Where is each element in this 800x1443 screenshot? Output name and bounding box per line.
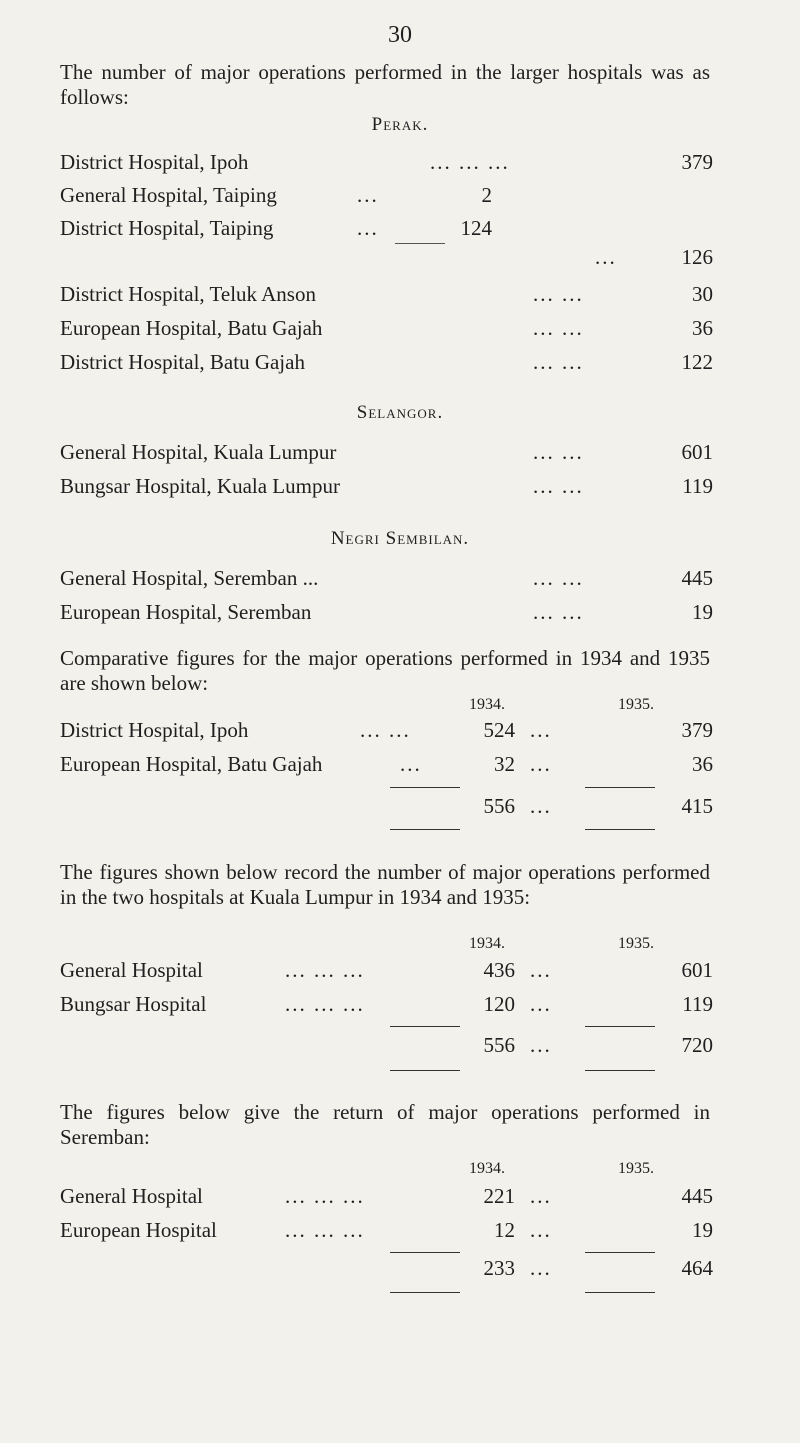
comp2-row-bungsar: Bungsar Hospital ... ... ... 120 ... 119 — [60, 992, 713, 1016]
total-rule-top — [390, 787, 460, 788]
year-1935-label: 1935. — [618, 696, 654, 713]
total-rule-bottom — [390, 1292, 460, 1293]
total-rule-bottom — [390, 829, 460, 830]
perak-heading: Perak. — [371, 114, 429, 135]
comparative-paragraph-2: The figures shown below record the number of major operations performed in the two hospitals at Kuala Lumpur in 1934 and 1935: — [60, 860, 710, 909]
year-1934-label: 1934. — [469, 1160, 505, 1177]
comp3-row-general: General Hospital ... ... ... 221 ... 445 — [60, 1184, 713, 1208]
comp1-row-batu-gajah: European Hospital, Batu Gajah ... 32 ... 36 — [60, 752, 713, 776]
perak-row-batu-gajah-district: District Hospital, Batu Gajah ... ... 122 — [60, 350, 713, 374]
comp1-row-ipoh: District Hospital, Ipoh ... ... 524 ... 379 — [60, 718, 713, 742]
total-rule-top — [585, 1252, 655, 1253]
total-rule-bottom — [585, 1292, 655, 1293]
negri-row-general: General Hospital, Seremban ... ... ... 445 — [60, 566, 713, 590]
total-rule-top — [390, 1252, 460, 1253]
year-1934-label: 1934. — [469, 696, 505, 713]
perak-row-ipoh-district: District Hospital, Ipoh ... ... ... 379 — [60, 150, 713, 174]
comp2-row-general: General Hospital ... ... ... 436 ... 601 — [60, 958, 713, 982]
perak-row-taiping-district: District Hospital, Taiping ... 124 — [60, 216, 492, 240]
selangor-row-general: General Hospital, Kuala Lumpur ... ... 601 — [60, 440, 713, 464]
total-rule-top — [585, 787, 655, 788]
selangor-row-bungsar: Bungsar Hospital, Kuala Lumpur ... ... 119 — [60, 474, 713, 498]
comp3-row-european: European Hospital ... ... ... 12 ... 19 — [60, 1218, 713, 1242]
comparative-paragraph-1: Comparative figures for the major operations performed in 1934 and 1935 are shown below: — [60, 646, 710, 695]
comparative-paragraph-3: The figures below give the return of major operations performed in Seremban: — [60, 1100, 710, 1149]
perak-row-taiping-total: ... 126 — [595, 245, 713, 269]
total-rule-top — [585, 1026, 655, 1027]
selangor-heading: Selangor. — [356, 402, 444, 423]
page-number: 30 — [388, 22, 412, 48]
comp2-row-total: 556 ... 720 — [483, 1033, 713, 1057]
negri-row-european: European Hospital, Seremban ... ... 19 — [60, 600, 713, 624]
year-1935-label: 1935. — [618, 1160, 654, 1177]
year-1935-label: 1935. — [618, 935, 654, 952]
comp1-row-total: 556 ... 415 — [483, 794, 713, 818]
total-rule-bottom — [585, 829, 655, 830]
total-rule-bottom — [585, 1070, 655, 1071]
perak-row-teluk-anson: District Hospital, Teluk Anson ... ... 30 — [60, 282, 713, 306]
intro-paragraph: The number of major operations performed in the larger hospitals was as follows: — [60, 60, 710, 109]
negri-sembilan-heading: Negri Sembilan. — [330, 528, 470, 549]
subtotal-rule — [395, 243, 445, 244]
comp3-row-total: 233 ... 464 — [483, 1256, 713, 1280]
perak-row-batu-gajah-european: European Hospital, Batu Gajah ... ... 36 — [60, 316, 713, 340]
perak-row-taiping-general: General Hospital, Taiping ... 2 — [60, 183, 492, 207]
total-rule-top — [390, 1026, 460, 1027]
total-rule-bottom — [390, 1070, 460, 1071]
year-1934-label: 1934. — [469, 935, 505, 952]
